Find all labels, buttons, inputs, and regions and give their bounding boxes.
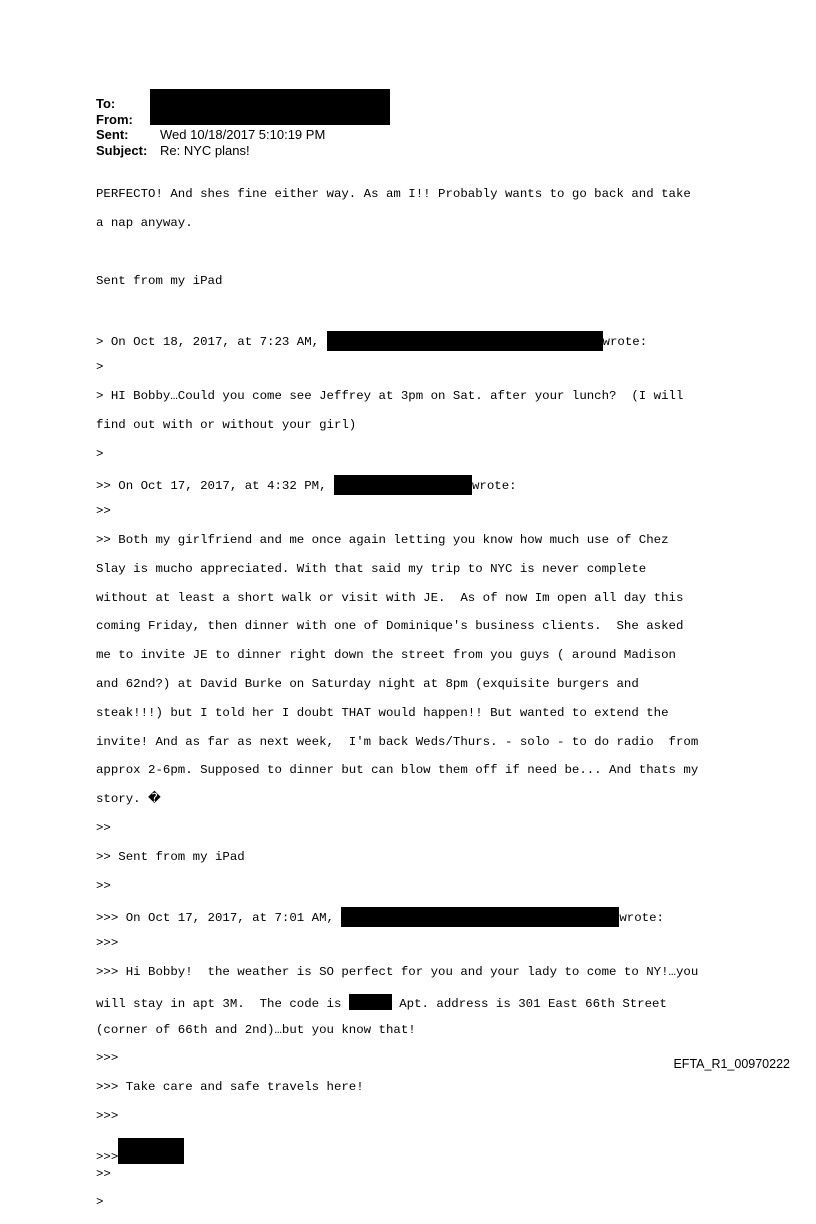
quote-header-text: >>> On Oct 17, 2017, at 7:01 AM,: [96, 911, 342, 926]
body-line: PERFECTO! And shes fine either way. As am I!! Probably wants to go back and take: [96, 187, 691, 202]
body-line: >: [96, 446, 104, 461]
body-line: >: [96, 1195, 104, 1210]
wrote-text: wrote:: [602, 335, 648, 350]
body-line: >>> Hi Bobby! the weather is SO perfect for you and your lady to come to NY!…you: [96, 964, 699, 979]
body-line: >> Sent from my iPad: [96, 849, 245, 864]
signature-line: [96, 1138, 698, 1164]
sent-row: [96, 127, 325, 143]
from-label: From:: [96, 111, 133, 127]
body-line: [96, 245, 698, 259]
body-line: >>> Take care and safe travels here!: [96, 1080, 364, 1095]
body-line: >>>: [96, 1051, 119, 1066]
redaction-bar: [118, 1138, 184, 1164]
redaction-bar: [341, 907, 619, 927]
quote-header-text: >> On Oct 17, 2017, at 4:32 PM,: [96, 479, 334, 494]
body-line: >>>: [96, 936, 119, 951]
wrote-text: wrote:: [619, 911, 664, 926]
sent-value: Wed 10/18/2017 5:10:19 PM: [160, 127, 326, 142]
redaction-bar: [349, 994, 392, 1010]
body-line: >>: [96, 504, 111, 519]
body-line: invite! And as far as next week, I'm back Weds/Thurs. - solo - to do radio from: [96, 734, 699, 749]
body-line: without at least a short walk or visit with JE. As of now Im open all day this: [96, 590, 684, 605]
address-text: Apt. address is 301 East 66th Street: [391, 996, 667, 1011]
body-line: a nap anyway.: [96, 216, 193, 231]
body-line: and 62nd?) at David Burke on Saturday night at 8pm (exquisite burgers and: [96, 676, 639, 691]
code-line-text: will stay in apt 3M. The code is: [96, 996, 349, 1011]
body-line: >>: [96, 878, 111, 893]
body-line: (corner of 66th and 2nd)…but you know that!: [96, 1022, 416, 1037]
to-row: [96, 96, 325, 112]
email-header: [96, 96, 325, 158]
quote-header-line: [96, 907, 698, 926]
body-line: [96, 303, 698, 317]
body-line: >>: [96, 1166, 111, 1181]
body-line: >: [96, 360, 104, 375]
body-line: coming Friday, then dinner with one of Dominique's business clients. She asked: [96, 619, 684, 634]
sent-label: Sent:: [96, 127, 129, 142]
wrote-text: wrote:: [471, 479, 517, 494]
to-label: To:: [96, 96, 116, 111]
subject-row: [96, 143, 325, 159]
code-line: [96, 994, 698, 1011]
redaction-bar: [334, 475, 472, 495]
body-line: steak!!!) but I told her I doubt THAT would happen!! But wanted to extend the: [96, 705, 669, 720]
body-line: find out with or without your girl): [96, 417, 357, 432]
quote-prefix: >>>: [96, 1149, 119, 1164]
quote-header-text: > On Oct 18, 2017, at 7:23 AM,: [96, 335, 327, 350]
subject-value: Re: NYC plans!: [160, 142, 250, 158]
document-id: EFTA_R1_00970222: [673, 1057, 790, 1071]
body-line: approx 2-6pm. Supposed to dinner but can blow them off if need be... And thats my: [96, 763, 699, 778]
body-line: >> Both my girlfriend and me once again letting you know how much use of Chez: [96, 532, 669, 547]
body-line: story. �: [96, 792, 161, 807]
from-row: [96, 112, 325, 128]
quote-header-line: [96, 475, 698, 494]
body-line: >>: [96, 820, 111, 835]
quote-header-line: [96, 331, 698, 350]
redaction-bar: [327, 331, 603, 351]
body-line: >>>: [96, 1108, 119, 1123]
body-line: Sent from my iPad: [96, 273, 223, 288]
body-line: > HI Bobby…Could you come see Jeffrey at 3pm on Sat. after your lunch? (I will: [96, 388, 684, 403]
subject-label: Subject:: [96, 142, 148, 158]
body-line: me to invite JE to dinner right down the street from you guys ( around Madison: [96, 648, 676, 663]
email-body: [96, 173, 698, 1224]
body-line: Slay is mucho appreciated. With that said my trip to NYC is never complete: [96, 561, 647, 576]
